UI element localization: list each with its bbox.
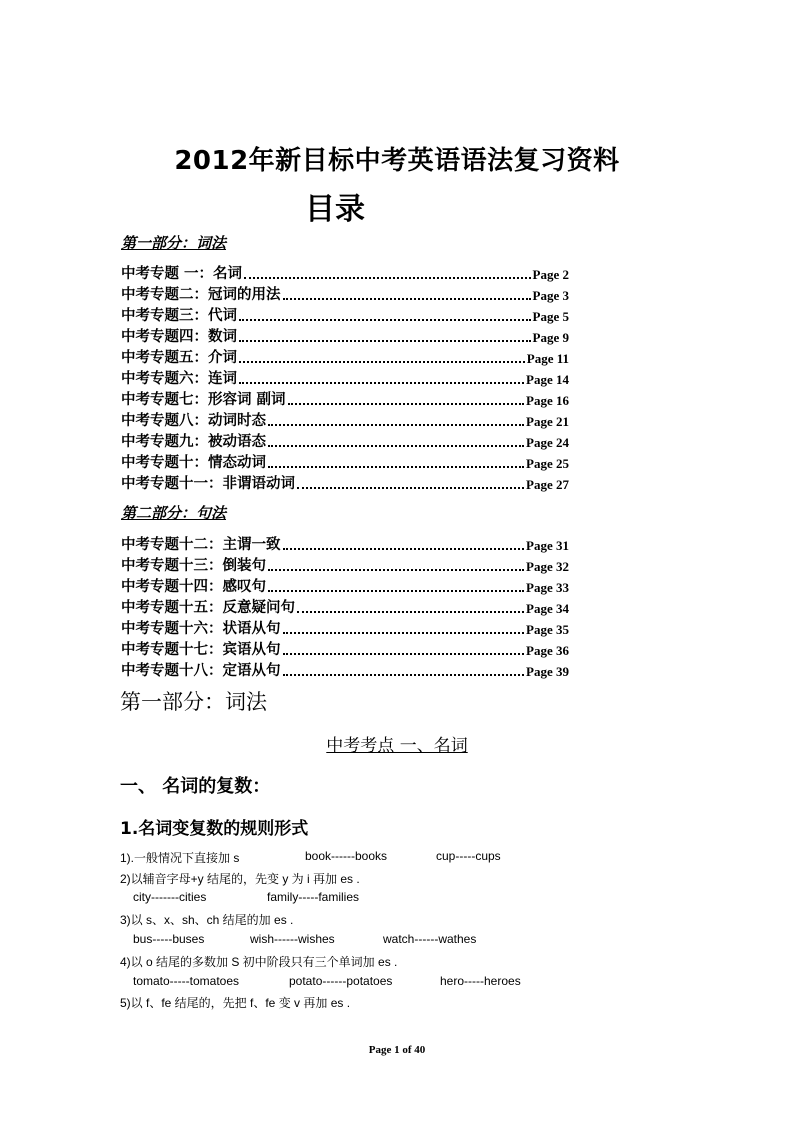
- toc-entry-page: Page 33: [526, 580, 569, 595]
- page-footer: Page 1 of 40: [368, 1044, 426, 1056]
- rule-heading: 1.名词变复数的规则形式: [120, 819, 309, 839]
- example: bus-----buses: [133, 932, 205, 946]
- toc-entry-label: 中考专题十三：倒装句: [121, 558, 266, 574]
- part1-heading: 第一部分：词法: [121, 234, 227, 252]
- toc-entry-page: Page 11: [526, 351, 569, 366]
- toc-entry-label: 中考专题十：情态动词: [121, 455, 266, 471]
- leader-dots: [268, 424, 524, 426]
- toc-entry-page: Page 31: [526, 538, 569, 553]
- rule-line: 5)以 f、fe 结尾的，先把 f、fe 变 v 再加 es .: [120, 996, 351, 1010]
- toc-entry[interactable]: [121, 347, 569, 367]
- toc-entry[interactable]: [121, 284, 569, 304]
- example: potato------potatoes: [289, 974, 393, 988]
- rule-line: 3)以 s、x、sh、ch 结尾的加 es .: [120, 913, 294, 927]
- toc-entry-page: Page 3: [532, 288, 569, 303]
- rule-line: 2)以辅音字母+y 结尾的，先变 y 为 i 再加 es .: [120, 872, 360, 886]
- toc-entry-page: Page 35: [526, 622, 569, 637]
- toc-entry-label: 中考专题十四：感叹句: [121, 579, 266, 595]
- toc-entry-label: 中考专题二：冠词的用法: [121, 287, 281, 303]
- topic-title: [0, 731, 794, 756]
- toc-heading: 目录: [305, 192, 365, 227]
- leader-dots: [283, 298, 531, 300]
- toc-entry-label: 中考专题三：代词: [121, 308, 237, 324]
- toc-entry[interactable]: [121, 555, 569, 575]
- toc-entry-page: Page 16: [526, 393, 569, 408]
- leader-dots: [239, 340, 531, 342]
- document-title: 2012年新目标中考英语语法复习资料: [174, 146, 620, 176]
- toc-entry[interactable]: [121, 410, 569, 430]
- leader-dots: [239, 361, 525, 363]
- example: tomato-----tomatoes: [133, 974, 240, 988]
- toc-entry-label: 中考专题十一：非谓语动词: [121, 476, 295, 492]
- toc-entry-label: 中考专题十七：宾语从句: [121, 642, 281, 658]
- leader-dots: [244, 277, 530, 279]
- toc-entry-page: Page 27: [526, 477, 569, 492]
- example: cup-----cups: [436, 849, 501, 863]
- toc-entry-label: 中考专题五：介词: [121, 350, 237, 366]
- toc-entry[interactable]: [121, 263, 569, 283]
- toc-entry[interactable]: [121, 597, 569, 617]
- example: wish------wishes: [250, 932, 335, 946]
- subsection-heading: 一、 名词的复数：: [120, 776, 271, 797]
- section-title: 第一部分：词法: [120, 690, 267, 714]
- toc-entry-label: 中考专题六：连词: [121, 371, 237, 387]
- example: watch------wathes: [383, 932, 477, 946]
- toc-entry-page: Page 5: [532, 309, 569, 324]
- leader-dots: [283, 632, 525, 634]
- toc-entry-page: Page 39: [526, 664, 569, 679]
- toc-entry[interactable]: [121, 326, 569, 346]
- toc-entry-page: Page 34: [526, 601, 569, 616]
- toc-entry[interactable]: [121, 368, 569, 388]
- leader-dots: [268, 590, 524, 592]
- leader-dots: [288, 403, 524, 405]
- example: city-------cities: [133, 890, 207, 904]
- toc-entry-label: 中考专题九：被动语态: [121, 434, 266, 450]
- toc-entry[interactable]: [121, 660, 569, 680]
- leader-dots: [268, 569, 524, 571]
- toc-entry-label: 中考专题十二：主谓一致: [121, 537, 281, 553]
- toc-entry-page: Page 36: [526, 643, 569, 658]
- example: book------books: [305, 849, 388, 863]
- topic-title-text: 中考考点 一、名词: [326, 736, 468, 756]
- toc-entry-page: Page 21: [526, 414, 569, 429]
- toc-entry[interactable]: [121, 389, 569, 409]
- example: family-----families: [267, 890, 359, 904]
- toc-entry[interactable]: [121, 473, 569, 493]
- toc-entry-label: 中考专题十五：反意疑问句: [121, 600, 295, 616]
- leader-dots: [239, 382, 524, 384]
- leader-dots: [283, 653, 525, 655]
- leader-dots: [297, 611, 524, 613]
- toc-entry[interactable]: [121, 305, 569, 325]
- toc-entry[interactable]: [121, 576, 569, 596]
- leader-dots: [283, 548, 525, 550]
- toc-entry-label: 中考专题十八：定语从句: [121, 663, 281, 679]
- toc-entry-page: Page 25: [526, 456, 569, 471]
- toc-entry-label: 中考专题七：形容词 副词: [121, 392, 286, 408]
- example: hero-----heroes: [440, 974, 521, 988]
- leader-dots: [268, 445, 524, 447]
- part2-heading: 第二部分：句法: [121, 504, 227, 522]
- toc-entry[interactable]: [121, 534, 569, 554]
- toc-entry-page: Page 24: [526, 435, 569, 450]
- toc-entry[interactable]: [121, 618, 569, 638]
- toc-entry-page: Page 9: [532, 330, 569, 345]
- rule-line: 4)以 o 结尾的多数加 S 初中阶段只有三个单词加 es .: [120, 955, 398, 969]
- toc-entry[interactable]: [121, 639, 569, 659]
- toc-entry[interactable]: [121, 452, 569, 472]
- toc-entry-label: 中考专题八：动词时态: [121, 413, 266, 429]
- leader-dots: [268, 466, 524, 468]
- rule-line: 1).一般情况下直接加 s: [120, 851, 240, 865]
- toc-entry-label: 中考专题 一：名词: [121, 266, 243, 282]
- toc-entry-label: 中考专题四：数词: [121, 329, 237, 345]
- leader-dots: [239, 319, 531, 321]
- leader-dots: [283, 674, 525, 676]
- toc-entry-page: Page 14: [526, 372, 569, 387]
- leader-dots: [297, 487, 524, 489]
- toc-entry-label: 中考专题十六：状语从句: [121, 621, 281, 637]
- toc-entry-page: Page 32: [526, 559, 569, 574]
- toc-entry[interactable]: [121, 431, 569, 451]
- toc-entry-page: Page 2: [532, 267, 569, 282]
